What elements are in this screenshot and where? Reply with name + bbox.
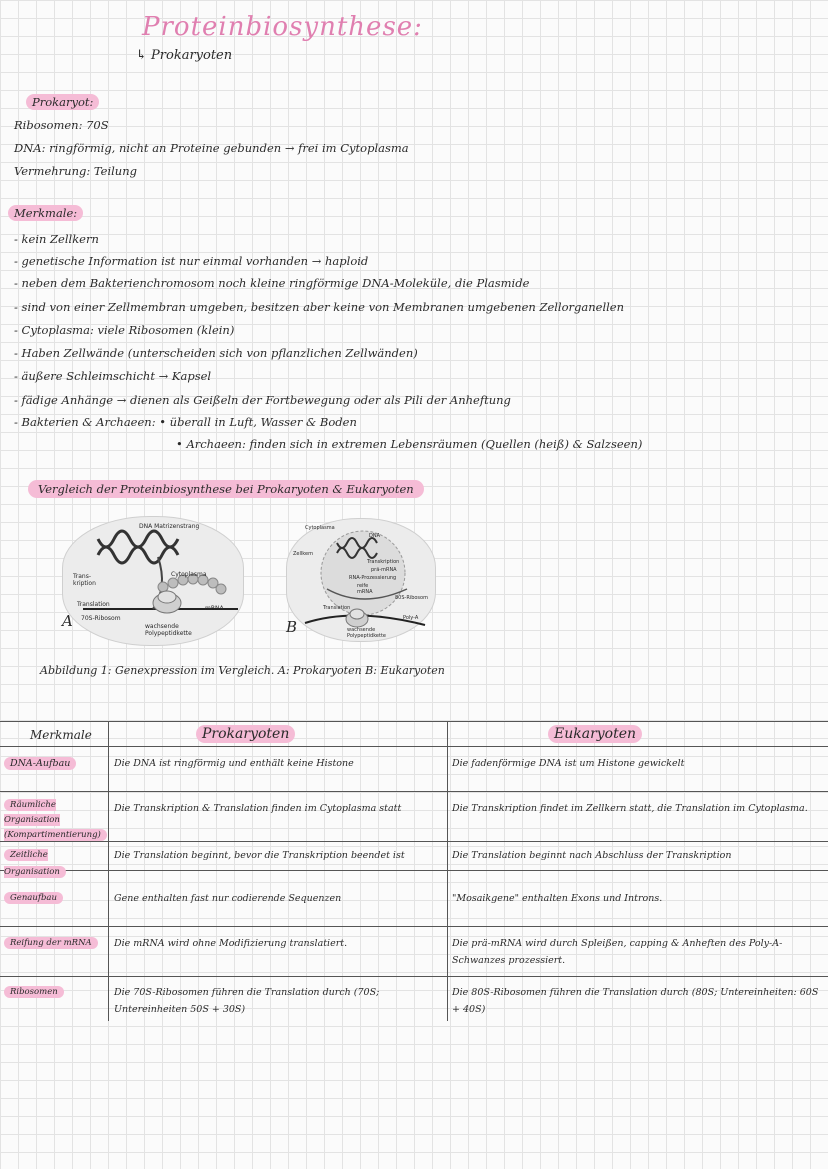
fig-b-translation-label: Translation: [323, 605, 351, 611]
figure-b-eukaryote: [286, 518, 436, 642]
merkmale-item: - kein Zellkern: [14, 232, 99, 246]
merkmale-item: - Haben Zellwände (unterscheiden sich von pflanzlichen Zellwänden): [14, 346, 418, 360]
figure-b-letter: B: [286, 618, 298, 636]
fig-a-ribosom-label: 70S-Ribosom: [81, 615, 121, 622]
table-cell-prok: Die mRNA wird ohne Modifizierung translatiert.: [114, 938, 348, 949]
table-header-rule: [0, 746, 828, 747]
fig-b-poly-label: wachsende Polypeptidkette: [347, 627, 386, 639]
ribosomen-line: Ribosomen: 70S: [14, 118, 109, 132]
table-cell-prok: Die 70S-Ribosomen führen die Translation durch (70S; Untereinheiten 50S + 30S): [114, 987, 380, 1015]
table-cell-euk: Die 80S-Ribosomen führen die Translation durch (80S; Untereinheiten: 60S + 40S): [452, 987, 819, 1015]
vermehrung-line: Vermehrung: Teilung: [14, 164, 137, 178]
prokaryot-heading: Prokaryot:: [26, 95, 99, 109]
table-col-rule: [447, 721, 448, 1021]
table-row-rule: [0, 791, 828, 792]
table-row-rule: [0, 841, 828, 842]
table-cell-prok: Gene enthalten fast nur codierende Sequenzen: [114, 893, 342, 904]
fig-b-transkription-label: Transkription: [367, 559, 400, 565]
fig-b-processing-label: RNA-Prozessierung: [349, 575, 397, 581]
table-cell-euk: Die prä-mRNA wird durch Spleißen, capping & Anheften des Poly-A-Schwanzes prozessiert.: [452, 938, 783, 966]
fig-b-polya-label: Poly-A: [403, 615, 419, 621]
table-cell-euk: Die Translation beginnt nach Abschluss der Transkription: [452, 850, 732, 861]
merkmale-item: - äußere Schleimschicht → Kapsel: [14, 369, 212, 383]
merkmale-heading: Merkmale:: [8, 206, 83, 220]
table-row-rule: [0, 926, 828, 927]
page-subtitle: ↳ Prokaryoten: [136, 48, 233, 63]
table-cell-euk: "Mosaikgene" enthalten Exons und Introns.: [452, 893, 663, 904]
figure-caption: Abbildung 1: Genexpression im Vergleich. A: Prokaryoten B: Eukaryoten: [40, 664, 445, 677]
fig-a-dna-label: DNA Matrizenstrang: [139, 523, 200, 530]
table-top-rule: [0, 721, 828, 722]
table-row-merkmal: Zeitliche Organisation: [4, 847, 108, 881]
merkmale-item: - Bakterien & Archaeen: • überall in Luft, Wasser & Boden: [14, 415, 357, 429]
fig-a-poly-label: wachsende Polypeptidkette: [145, 623, 192, 637]
merkmale-item: - Cytoplasma: viele Ribosomen (klein): [14, 323, 235, 337]
table-col-rule: [108, 721, 109, 1021]
fig-b-dna-label: DNA: [369, 533, 381, 539]
fig-b-ribosom-label: 80S-Ribosom: [395, 595, 428, 601]
table-header-merkmale: Merkmale: [30, 728, 92, 742]
merkmale-item: - neben dem Bakterienchromosom noch kleine ringförmige DNA-Moleküle, die Plasmide: [14, 276, 530, 290]
table-cell-prok: Die Translation beginnt, bevor die Transkription beendet ist: [114, 850, 405, 861]
fig-a-cyto-label: Cytoplasma: [171, 571, 207, 578]
merkmale-item: - fädige Anhänge → dienen als Geißeln der Fortbewegung oder als Pili der Anheftung: [14, 393, 511, 407]
fig-b-premrna-label: prä-mRNA: [371, 567, 397, 573]
vergleich-heading: Vergleich der Proteinbiosynthese bei Prokaryoten & Eukaryoten: [28, 482, 424, 496]
fig-a-trans-label: Trans- kription: [73, 573, 96, 587]
table-row-merkmal: DNA-Aufbau: [4, 755, 104, 772]
merkmale-item: - sind von einer Zellmembran umgeben, besitzen aber keine von Membranen umgebenen Zellorganellen: [14, 300, 625, 314]
table-header-eukaryoten: Eukaryoten: [548, 726, 642, 742]
table-header-prokaryoten: Prokaryoten: [196, 726, 295, 742]
fig-a-mrna-label: mRNA: [205, 605, 224, 612]
table-row-rule: [0, 870, 828, 871]
fig-a-translation-label: Translation: [77, 601, 110, 608]
table-cell-prok: Die DNA ist ringförmig und enthält keine Histone: [114, 758, 354, 769]
figure-a-letter: A: [62, 612, 73, 630]
archaeen-line: • Archaeen: finden sich in extremen Lebensräumen (Quellen (heiß) & Salzseen): [176, 437, 643, 451]
table-cell-euk: Die Transkription findet im Zellkern statt, die Translation im Cytoplasma.: [452, 803, 808, 814]
table-cell-prok: Die Transkription & Translation finden im Cytoplasma statt: [114, 803, 402, 814]
fig-b-reife-label: reife mRNA: [357, 583, 373, 595]
page-title: Proteinbiosynthese:: [142, 12, 423, 42]
figure-a-prokaryote: [62, 516, 244, 646]
merkmale-item: - genetische Information ist nur einmal vorhanden → haploid: [14, 254, 369, 268]
dna-line: DNA: ringförmig, nicht an Proteine gebunden → frei im Cytoplasma: [14, 141, 409, 155]
table-row-merkmal: Reifung der mRNA: [4, 935, 104, 952]
fig-b-cyto-label: Cytoplasma: [305, 525, 335, 531]
fig-b-kern-label: Zellkern: [293, 551, 314, 557]
table-row-merkmal: Genaufbau: [4, 890, 104, 907]
table-row-merkmal: Ribosomen: [4, 984, 104, 1001]
table-row-rule: [0, 976, 828, 977]
table-row-merkmal: Räumliche Organisation (Kompartimentierung): [4, 798, 108, 843]
table-cell-euk: Die fadenförmige DNA ist um Histone gewickelt: [452, 758, 685, 769]
